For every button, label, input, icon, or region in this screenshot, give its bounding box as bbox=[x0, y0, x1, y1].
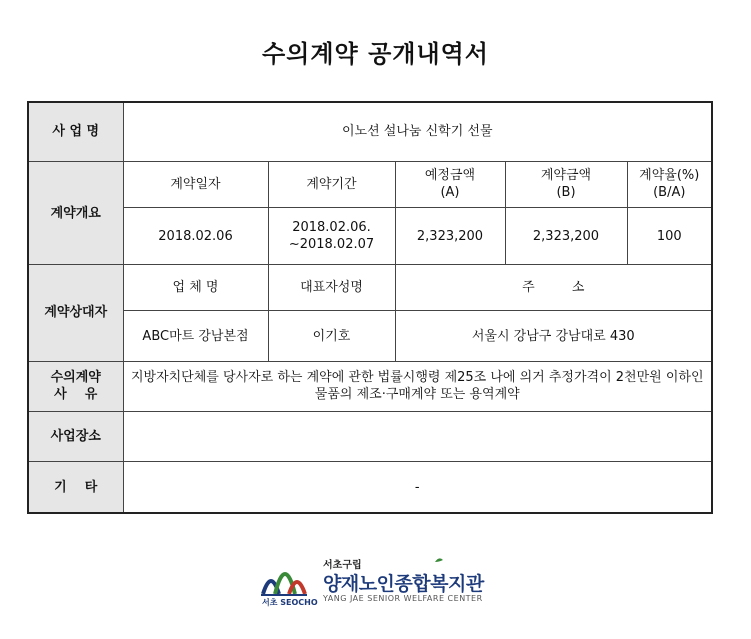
label-etc: 기 타 bbox=[28, 462, 123, 513]
value-contract-date: 2018.02.06 bbox=[123, 208, 268, 265]
value-location bbox=[123, 411, 712, 461]
value-reason: 지방자치단체를 당사자로 하는 계약에 관한 법률시행령 제25조 나에 의거 추정가격이 2천만원 이하인 물품의 제조·구매계약 또는 용역계약 bbox=[123, 361, 712, 411]
header-contract-rate: 계약율(%) (B/A) bbox=[627, 161, 712, 207]
row-counterparty-headers bbox=[28, 265, 712, 311]
label-location: 사업장소 bbox=[28, 411, 123, 461]
value-representative: 이기호 bbox=[268, 311, 395, 361]
header-representative: 대표자성명 bbox=[268, 265, 395, 311]
label-reason: 수의계약 사 유 bbox=[28, 361, 123, 411]
label-counterparty: 계약상대자 bbox=[28, 265, 123, 361]
row-etc bbox=[28, 462, 712, 513]
row-reason bbox=[28, 361, 712, 411]
row-location bbox=[28, 411, 712, 461]
disclosure-table bbox=[27, 101, 713, 514]
header-contract-date: 계약일자 bbox=[123, 161, 268, 207]
row-contract-values bbox=[28, 208, 712, 265]
header-company-name: 업 체 명 bbox=[123, 265, 268, 311]
logo-name-text: 양재노인종합복지관 bbox=[323, 573, 484, 595]
label-project-name: 사 업 명 bbox=[28, 102, 123, 161]
label-contract-summary: 계약개요 bbox=[28, 161, 123, 264]
logo-sub-text: 서초구립 bbox=[323, 560, 362, 571]
header-contract-amount: 계약금액 (B) bbox=[505, 161, 627, 207]
value-contract-amount: 2,323,200 bbox=[505, 208, 627, 265]
logo-english-text: YANG JAE SENIOR WELFARE CENTER bbox=[323, 594, 483, 603]
logo-district-text: 서초 SEOCHO bbox=[262, 598, 318, 607]
row-project-name bbox=[28, 102, 712, 161]
value-contract-period: 2018.02.06. ~2018.02.07 bbox=[268, 208, 395, 265]
value-project-name: 이노션 설나눔 신학기 선물 bbox=[123, 102, 712, 161]
header-estimated-amount: 예정금액 (A) bbox=[395, 161, 505, 207]
value-estimated-amount: 2,323,200 bbox=[395, 208, 505, 265]
row-counterparty-values bbox=[28, 311, 712, 361]
value-contract-rate: 100 bbox=[627, 208, 712, 265]
value-address: 서울시 강남구 강남대로 430 bbox=[395, 311, 712, 361]
header-address: 주 소 bbox=[395, 265, 712, 311]
row-contract-headers bbox=[28, 161, 712, 207]
header-contract-period: 계약기간 bbox=[268, 161, 395, 207]
value-etc: - bbox=[123, 462, 712, 513]
value-company-name: ABC마트 강남본점 bbox=[123, 311, 268, 361]
document-title: 수의계약 공개내역서 bbox=[261, 40, 489, 68]
